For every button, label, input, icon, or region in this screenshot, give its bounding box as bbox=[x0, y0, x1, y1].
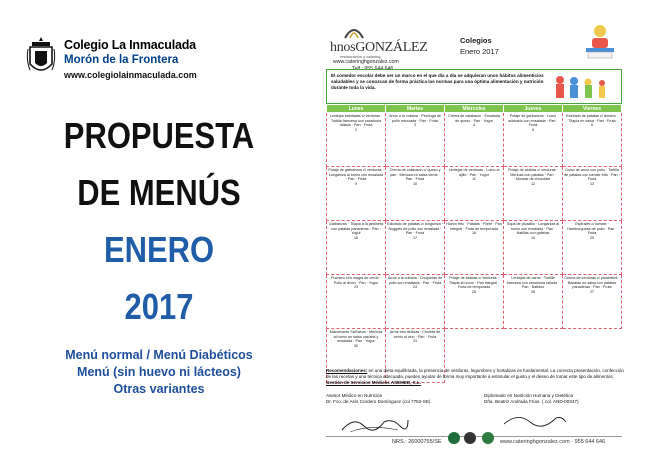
signature-role: Asesor Médico en Nutrición bbox=[326, 393, 383, 398]
menu-dishes: Huevo frito · Patatas · Filete · Pan integral · Fruta de temporada bbox=[446, 222, 502, 231]
day-header: Jueves bbox=[504, 105, 563, 113]
menu-cell bbox=[386, 113, 445, 167]
day-number: 31 bbox=[412, 339, 418, 344]
week-row bbox=[327, 113, 622, 167]
menu-dishes: Potaje de garbanzos c/ verduras · Longaniza al horno con ensalada · Pan · Fruta bbox=[328, 168, 384, 182]
menu-cell bbox=[504, 167, 563, 221]
caterer-tagline: restauración y catering bbox=[340, 54, 381, 59]
menu-dishes: Arroz a la cubana · Croquetas de pollo con ensalada · Pan · Fruta bbox=[387, 276, 443, 285]
menu-cell bbox=[386, 221, 445, 275]
menu-cell bbox=[563, 167, 622, 221]
signature-name: Dña. Beatriz Andrada Frías. ( col. AND-00347) bbox=[484, 399, 579, 405]
menu-dishes: Guiso de arroz con pollo · Tortilla de patatas con tomate frito · Pan · Fruta bbox=[564, 168, 620, 182]
menu-dishes: Potaje de alubias c/ verduras · Tilapia al horno · Pan integral · Fruta de temporada bbox=[448, 276, 500, 290]
menu-cell bbox=[504, 275, 563, 329]
recommendations-text: en una dieta equilibrada, la presencia de verduras, legumbres y hortalizas es fundamental. La correcta presentación, confección de las recetas y una técnica adecuada, pueden ayudar de forma muy importante a estimular el gusto y el deseo de tomar este tipo de alimentos. bbox=[326, 368, 624, 380]
menu-dishes: Crema de calabacín c/ queso y pan · Merluza en salsa verde · Pan · Fruta bbox=[389, 168, 441, 182]
menu-dishes: Sopa de picadillo · Longaniza al horno con ensalada · Pan · Natillas con galletas bbox=[506, 222, 560, 236]
day-number: 9 bbox=[354, 181, 358, 186]
menu-cell bbox=[327, 275, 386, 329]
day-number: 6 bbox=[590, 123, 594, 128]
quality-seal-icon bbox=[482, 432, 494, 444]
signature-left bbox=[326, 393, 432, 406]
day-number: 2 bbox=[354, 127, 358, 132]
menu-variant: Otras variantes bbox=[113, 382, 205, 396]
menu-dishes: Espirales c/ tomate · Hamburguesa de pollo · Pan · Fruta bbox=[567, 222, 617, 236]
header-colegios: Colegios bbox=[460, 36, 492, 45]
school-name: Colegio La Inmaculada bbox=[64, 38, 196, 52]
recommendations bbox=[326, 368, 626, 386]
day-number: 26 bbox=[530, 289, 536, 294]
day-number: 17 bbox=[412, 235, 418, 240]
title-month: ENERO bbox=[103, 229, 215, 270]
signature-name: Dr. Fco. de Asís Cordero Domínguez (col 7753-SE). bbox=[326, 399, 432, 405]
menu-cell bbox=[504, 221, 563, 275]
menu-cell bbox=[386, 167, 445, 221]
school-crest-icon bbox=[26, 36, 56, 78]
recommendations-label: Recomendaciones: bbox=[326, 368, 368, 373]
menu-dishes: Garbanzos · Tilapia a la jardinera con patatas panaderas · Pan · Yogur bbox=[328, 222, 384, 236]
menu-dishes: Lentejas de verduras · Lomo al ajillo · Pan · Yogur bbox=[448, 168, 500, 177]
quality-seal-icon bbox=[448, 432, 460, 444]
menu-dishes: Estofado de patatas c/ longaniza · Nuggets de pollo con ensalada · Pan · Fruta bbox=[387, 222, 443, 236]
footer-nrs: NRS.: 26000755/SE bbox=[392, 439, 442, 445]
menu-cell bbox=[327, 113, 386, 167]
menu-dishes: Crema de verduras c/ picatostes · Bacalao en salsa con patatas panaderas · Pan · Fruta bbox=[564, 276, 620, 290]
family-icon bbox=[550, 74, 616, 100]
menu-cell bbox=[445, 113, 504, 167]
menu-dishes: Macarrones Sicilianos · Merluza al horno en salsa cazuela y ensalada · Pan · Yogur bbox=[329, 330, 383, 344]
day-number: 3 bbox=[413, 123, 417, 128]
cover-panel bbox=[0, 0, 318, 465]
day-number: 25 bbox=[471, 289, 477, 294]
menu-cell bbox=[445, 221, 504, 275]
day-number: 23 bbox=[353, 285, 359, 290]
menu-dishes: Crema de calabacín · Ensalada de queso · Pan · Yogur bbox=[448, 114, 500, 123]
menu-cell bbox=[504, 113, 563, 167]
day-number: 4 bbox=[472, 123, 476, 128]
day-number: 16 bbox=[353, 235, 359, 240]
menu-cell bbox=[327, 167, 386, 221]
day-header: Martes bbox=[386, 105, 445, 113]
menu-dishes: Arroz a la cubana · Pechuga de pollo rebozada · Pan · Fruta bbox=[389, 114, 441, 123]
signature-scribble-icon bbox=[340, 412, 410, 436]
caterer-brand: hnosGONZÁLEZ bbox=[330, 40, 428, 55]
week-row bbox=[327, 275, 622, 329]
menu-dishes: Estofado de patatas c/ ternera · Tilapia en salsa · Pan · Fruta bbox=[566, 114, 618, 123]
menu-cell bbox=[563, 113, 622, 167]
menu-dishes: Lentejas de carne · Tortilla francesa con zanahoria rallada · Pan · Batidos bbox=[506, 276, 560, 290]
header-month: Enero 2017 bbox=[460, 47, 499, 56]
school-website-link[interactable]: www.colegiolainmaculada.com bbox=[64, 70, 197, 80]
signature-scribble-icon bbox=[500, 410, 570, 430]
day-header: Lunes bbox=[327, 105, 386, 113]
week-row bbox=[327, 167, 622, 221]
week-row bbox=[327, 221, 622, 275]
menu-dishes: Puchero con magra de cerdo · Pollo al limón · Pan · Yogur bbox=[331, 276, 381, 285]
menu-dishes: Arroz tres delicias · Chuleta de cerdo al vino · Pan · Fruta bbox=[389, 330, 441, 339]
day-number: 18 bbox=[471, 231, 477, 236]
day-number: 12 bbox=[530, 181, 536, 186]
day-number: 20 bbox=[589, 235, 595, 240]
title-year: 2017 bbox=[124, 286, 194, 327]
day-number: 24 bbox=[412, 285, 418, 290]
menu-variant: Menú normal / Menú Diabéticos bbox=[65, 348, 253, 362]
title-line-1: PROPUESTA bbox=[63, 115, 255, 156]
quality-seal-icon bbox=[464, 432, 476, 444]
signature-right bbox=[484, 393, 578, 406]
weekly-menu-table bbox=[326, 104, 622, 386]
menu-cell bbox=[327, 221, 386, 275]
children-illustration-icon bbox=[580, 22, 620, 62]
menu-cell bbox=[563, 221, 622, 275]
caterer-website-link[interactable]: www.cateringhgonzalez.com bbox=[333, 59, 399, 65]
day-number: 13 bbox=[589, 181, 595, 186]
menu-cell bbox=[445, 167, 504, 221]
menu-dishes: Potaje de garbanzos · Lomo adobado con ensalada · Pan · Fruta bbox=[508, 114, 558, 128]
recommendations-managed: Gestión de Servicios Médicos ASEMED, S.L. bbox=[326, 380, 421, 386]
day-number: 5 bbox=[531, 127, 535, 132]
footer-website-link[interactable]: www.cateringhgonzalez.com · 955 644 646 bbox=[500, 439, 606, 445]
day-header: Miércoles bbox=[445, 105, 504, 113]
day-number: 30 bbox=[353, 343, 359, 348]
day-number: 11 bbox=[472, 177, 476, 182]
caterer-phone: Telf.: 955 644 646 bbox=[352, 66, 394, 72]
day-number: 27 bbox=[589, 289, 595, 294]
menu-variant: Menú (sin huevo ni lácteos) bbox=[77, 365, 241, 379]
menu-dishes: Lentejas estofadas c/ verduras · Tortilla francesa con zanahoria rallada · Pan · Fruta bbox=[329, 114, 383, 128]
day-number: 19 bbox=[530, 235, 536, 240]
title-line-2: DE MENÚS bbox=[77, 172, 241, 213]
menu-dishes: Potaje de alubias c/ verduras · Merluza con patatas · Pan · Mousse de chocolate bbox=[508, 168, 558, 182]
menu-cell bbox=[563, 275, 622, 329]
intro-text: El comedor escolar debe ser un marco en el que día a día se adquieran unos hábitos alimenticios saludables y se conozcan de forma práctica las normas para una óptima alimentación y nutrición durante toda la vida. bbox=[331, 73, 544, 91]
day-number: 10 bbox=[412, 181, 418, 186]
signature-role: Diplomado en Nutrición Humana y Dietética bbox=[484, 393, 574, 398]
school-city: Morón de la Frontera bbox=[64, 54, 179, 66]
day-header: Viernes bbox=[563, 105, 622, 113]
menu-cell bbox=[386, 275, 445, 329]
menu-cell bbox=[445, 275, 504, 329]
caterer-logo-icon bbox=[343, 22, 365, 40]
